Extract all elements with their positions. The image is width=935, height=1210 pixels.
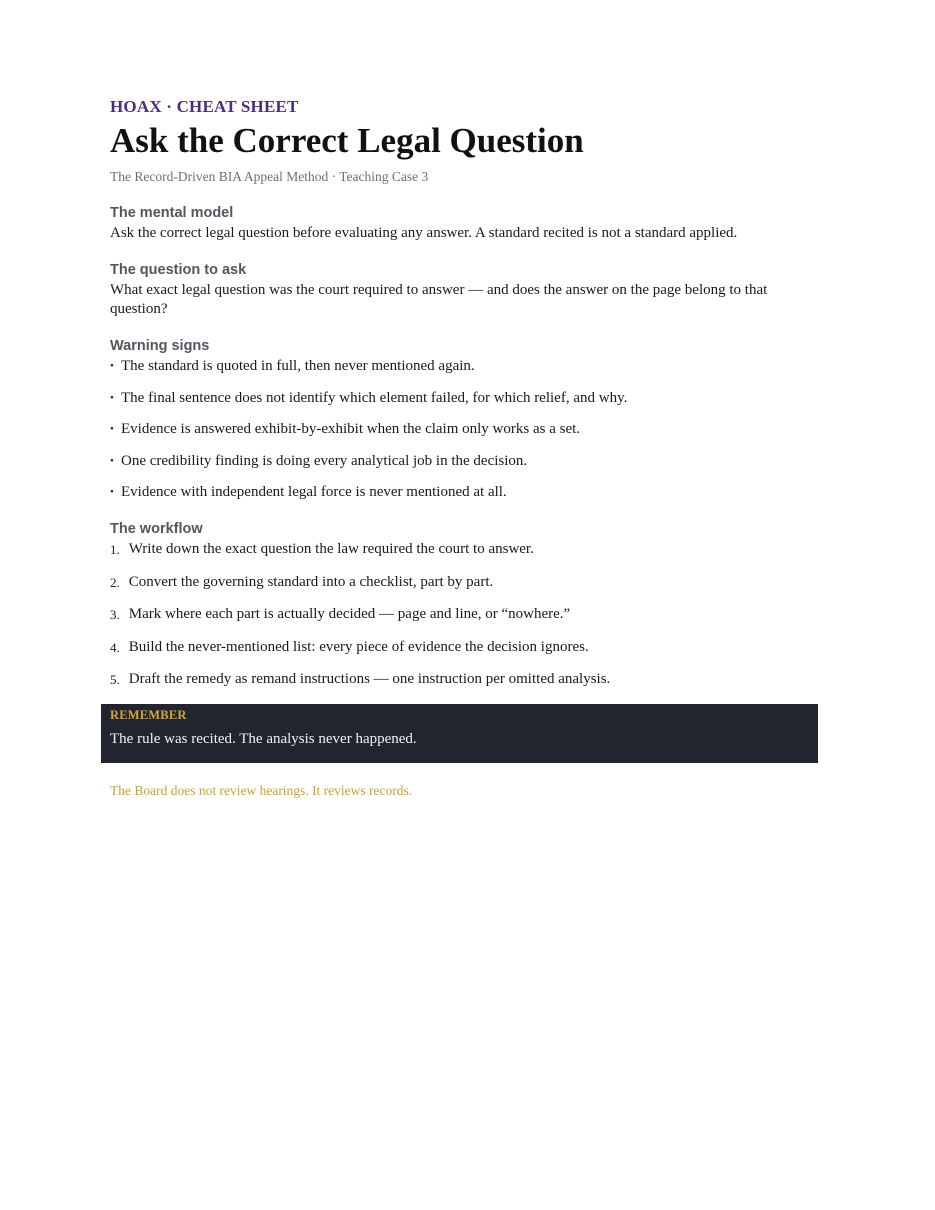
list-item-text: The standard is quoted in full, then never mentioned again.	[121, 358, 475, 374]
step-text: Build the never-mentioned list: every piece of evidence the decision ignores.	[128, 638, 589, 655]
warning-signs-list	[110, 357, 820, 502]
workflow-section	[110, 520, 820, 690]
list-item-text: Evidence with independent legal force is never mentioned at all.	[121, 484, 507, 500]
warning-signs-heading: Warning signs	[110, 338, 210, 354]
list-item-text: The final sentence does not identify which element failed, for which relief, and why.	[121, 389, 628, 406]
page-subtitle: The Record-Driven BIA Appeal Method · Teaching Case 3	[110, 169, 429, 184]
remember-callout	[101, 704, 818, 763]
list-item-text: One credibility finding is doing every analytical job in the decision.	[121, 452, 528, 469]
workflow-step	[110, 540, 820, 560]
list-item	[110, 357, 820, 376]
page-title: Ask the Correct Legal Question	[110, 121, 584, 160]
step-number: 5.	[110, 672, 120, 687]
question-body: What exact legal question was the court required to answer — and does the answer on the page belong to that question?	[110, 282, 768, 317]
warning-signs-section	[110, 337, 820, 502]
step-number: 1.	[110, 542, 120, 557]
workflow-step	[110, 670, 820, 690]
workflow-step	[110, 638, 820, 658]
bullet-icon: •	[110, 423, 114, 435]
mental-model-body: Ask the correct legal question before evaluating any answer. A standard recited is not a standard applied.	[110, 225, 738, 241]
remember-label: REMEMBER	[110, 708, 187, 722]
workflow-step	[110, 605, 820, 625]
bullet-icon: •	[110, 454, 114, 467]
list-item	[110, 420, 820, 439]
footer-note: The Board does not review hearings. It reviews records.	[110, 783, 413, 798]
step-number: 2.	[110, 574, 120, 590]
bullet-icon: •	[110, 391, 114, 404]
question-section	[110, 261, 820, 319]
workflow-step	[110, 573, 820, 593]
step-text: Draft the remedy as remand instructions — one instruction per omitted analysis.	[128, 671, 611, 687]
step-number: 3.	[110, 607, 120, 622]
list-item	[110, 389, 820, 408]
remember-text: The rule was recited. The analysis never happened.	[110, 731, 417, 747]
bullet-icon: •	[110, 360, 114, 372]
step-number: 4.	[110, 639, 120, 655]
document-kicker: HOAX · CHEAT SHEET	[110, 97, 299, 116]
list-item-text: Evidence is answered exhibit-by-exhibit when the claim only works as a set.	[121, 421, 581, 437]
mental-model-heading: The mental model	[110, 205, 234, 221]
mental-model-section	[110, 204, 820, 243]
step-text: Write down the exact question the law required the court to answer.	[128, 541, 534, 557]
step-text: Mark where each part is actually decided — page and line, or “nowhere.”	[128, 606, 571, 622]
list-item	[110, 452, 820, 471]
step-text: Convert the governing standard into a checklist, part by part.	[128, 573, 494, 590]
workflow-steps	[110, 540, 820, 690]
cheat-sheet-page	[110, 96, 820, 690]
workflow-heading: The workflow	[110, 521, 203, 537]
bullet-icon: •	[110, 486, 114, 498]
list-item	[110, 483, 820, 502]
question-heading: The question to ask	[110, 262, 247, 278]
